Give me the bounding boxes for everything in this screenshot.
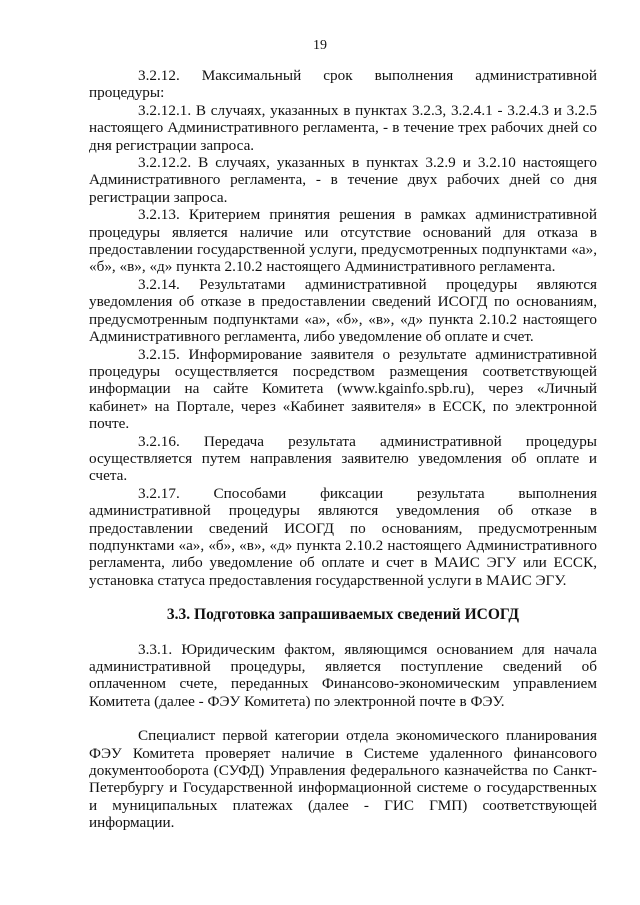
section-spacer — [89, 589, 597, 606]
section-heading-3-3: 3.3. Подготовка запрашиваемых сведений ИСОГД — [166, 606, 520, 624]
paragraph-3-2-14: 3.2.14. Результатами административной процедуры являются уведомления об отказе в предоставлении сведений ИСОГД по основаниям, предусмотренным подпунктами «а», «б», «в», «д» пункта 2.10.2 настоящего Административного регламента, либо уведомление об оплате и счет. — [89, 275, 597, 346]
paragraph-3-2-17: 3.2.17. Способами фиксации результата выполнения административной процедуры являются уведомления об отказе в предоставлении сведений ИСОГД по основаниям, предусмотренным подпунктами «а», «б», «в», «д» пункта 2.10.2 настоящего Административного регламента, либо уведомление об оплате и счет в МАИС ЭГУ или ЕССК, установка статуса предоставления государственной услуги в МАИС ЭГУ. — [89, 484, 597, 589]
paragraph-3-2-12-2: 3.2.12.2. В случаях, указанных в пунктах 3.2.9 и 3.2.10 настоящего Административного регламента, - в течение двух рабочих дней со дня регистрации запроса. — [89, 154, 597, 206]
paragraph-3-2-13: 3.2.13. Критерием принятия решения в рамках административной процедуры является наличие или отсутствие оснований для отказа в предоставлении государственной услуги, предусмотренных подпунктами «а», «б», «в», «д» пункта 2.10.2 настоящего Административного регламента. — [89, 206, 597, 276]
paragraph-3-2-12-1: 3.2.12.1. В случаях, указанных в пунктах 3.2.3, 3.2.4.1 - 3.2.4.3 и 3.2.5 настоящего Административного регламента, - в течение трех рабочих дней со дня регистрации запроса. — [89, 101, 597, 154]
paragraph-specialist-check: Специалист первой категории отдела экономического планирования ФЭУ Комитета проверяет наличие в Системе удаленного финансового документооборота (СУФД) Управления федерального казначейства по Санкт-Петербургу и Государственной информационной системе о государственных и муниципальных платежах (далее - ГИС ГМП) соответствующей информации. — [89, 727, 597, 832]
paragraph-3-3-1: 3.3.1. Юридическим фактом, являющимся основанием для начала административной процедуры, является поступление сведений об оплаченном счете, переданных Финансово-экономическим управлением Комитета (далее - ФЭУ Комитета) по электронной почте в ФЭУ. — [89, 640, 597, 710]
paragraph-3-2-12: 3.2.12. Максимальный срок выполнения административной процедуры: — [89, 67, 597, 102]
paragraph-spacer — [89, 710, 597, 727]
paragraph-3-2-16: 3.2.16. Передача результата административной процедуры осуществляется путем направления заявителю уведомления об оплате и счета. — [89, 432, 597, 485]
paragraph-3-2-15: 3.2.15. Информирование заявителя о результате административной процедуры осуществляется посредством размещения соответствующей информации на сайте Комитета (www.kgainfo.spb.ru), через «Личный кабинет» на Портале, через «Кабинет заявителя» в ЕССК, по электронной почте. — [89, 345, 597, 433]
section-spacer — [89, 624, 597, 641]
page-content — [89, 67, 597, 832]
page-number: 19 — [313, 38, 327, 53]
